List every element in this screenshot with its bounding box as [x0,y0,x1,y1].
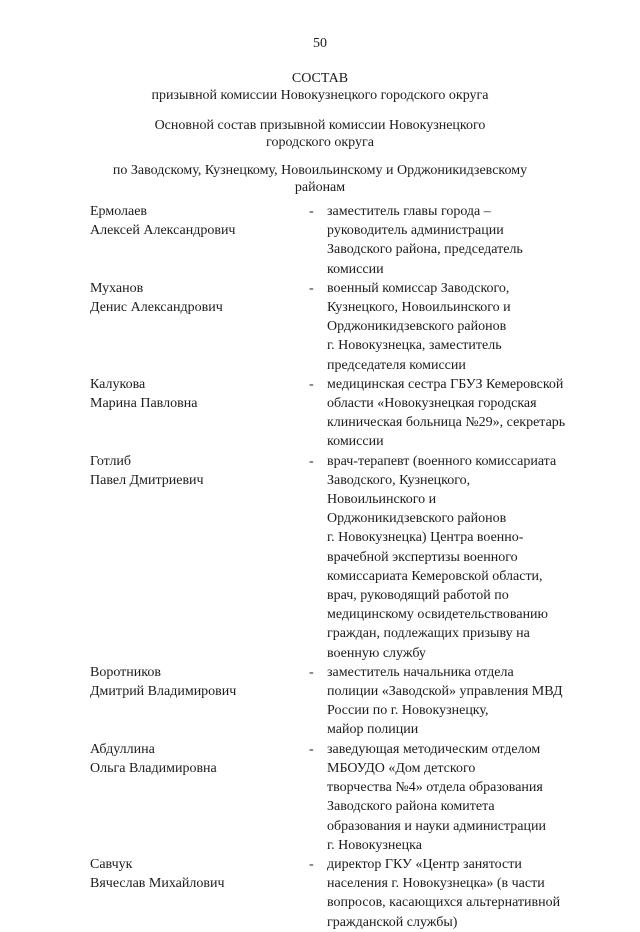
role-line: Заводского района, председатель [327,242,523,258]
dash-separator: - [309,741,314,757]
role-line: директор ГКУ «Центр занятости [327,856,522,872]
dash-separator: - [309,664,314,680]
member-given-name: Вячеслав Михайлович [90,876,225,892]
dash-separator: - [309,453,314,469]
role-line: образования и науки администрации [327,818,546,834]
member-name [90,855,310,893]
role-line: Новоильинского и [327,492,437,508]
member-role [327,663,627,740]
member-name [90,375,310,413]
role-line: гражданской службы) [327,914,458,930]
role-line: военный комиссар Заводского, [327,280,510,296]
dash-separator: - [309,204,314,219]
member-role [327,855,627,932]
subtitle-line-2: городского округа [266,135,374,150]
member-given-name: Павел Дмитриевич [90,472,204,488]
member-role [327,279,627,375]
member-entry [0,202,640,279]
role-line: руководитель администрации [327,223,504,239]
dash-separator: - [309,280,314,296]
role-line: г. Новокузнецка, заместитель [327,338,502,354]
member-surname: Ермолаев [90,204,148,219]
role-line: населения г. Новокузнецка» (в части [327,876,545,892]
role-line: Кузнецкого, Новоильинского и [327,300,511,316]
member-entry [0,452,640,663]
role-line: медицинскому освидетельствованию [327,607,549,623]
role-line: клиническая больница №29», секретарь [327,415,566,431]
member-name [90,279,310,317]
dash-separator: - [309,856,314,872]
subtitle-line-1: Основной состав призывной комиссии Новокузнецкого [154,118,486,133]
title-heading: СОСТАВ [291,71,349,86]
document-title [0,70,640,104]
role-line: Орджоникидзевского районов [327,511,507,527]
member-entry [0,855,640,932]
member-given-name: Денис Александрович [90,300,223,316]
member-surname: Калукова [90,376,146,392]
member-role [327,740,627,855]
member-entry [0,279,640,375]
section-subtitle [0,117,640,151]
role-line: председателя комиссии [327,357,466,373]
member-role [327,375,627,452]
role-line: врач-терапевт (военного комиссариата [327,453,557,469]
member-surname: Воротников [90,664,161,680]
role-line: комиссии [327,261,384,277]
role-line: заместитель начальника отдела [327,664,514,680]
member-given-name: Ольга Владимировна [90,760,217,776]
member-name [90,740,310,778]
role-line: врач, руководящий работой по [327,588,509,604]
role-line: полиции «Заводской» управления МВД [327,684,563,700]
role-line: вопросов, касающихся альтернативной [327,895,561,911]
member-name [90,452,310,490]
role-line: Заводского района комитета [327,799,495,815]
member-name [90,202,310,240]
role-line: Заводского, Кузнецкого, [327,472,471,488]
title-commission: призывной комиссии Новокузнецкого городского округа [151,88,489,103]
members-list [0,202,640,932]
member-given-name: Алексей Александрович [90,223,236,239]
role-line: заместитель главы города – [327,204,491,219]
district-line-2: районам [294,180,346,195]
member-role [327,452,627,663]
page-number: 50 [313,36,327,51]
role-line: г. Новокузнецка [327,837,422,853]
role-line: области «Новокузнецкая городская [327,396,537,412]
role-line: г. Новокузнецка) Центра военно- [327,530,524,546]
role-line: комиссариата Кемеровской области, [327,568,543,584]
member-given-name: Дмитрий Владимирович [90,684,237,700]
member-surname: Савчук [90,856,133,872]
role-line: МБОУДО «Дом детского [327,760,476,776]
member-surname: Готлиб [90,453,132,469]
role-line: врачебной экспертизы военного [327,549,518,565]
role-line: творчества №4» отдела образования [327,780,543,796]
member-entry [0,740,640,855]
member-surname: Муханов [90,280,144,296]
member-role [327,202,627,279]
district-line-1: по Заводскому, Кузнецкому, Новоильинскому и Орджоникидзевскому [112,163,528,178]
member-entry [0,663,640,740]
role-line: заведующая методическим отделом [327,741,541,757]
role-line: комиссии [327,434,384,450]
role-line: Орджоникидзевского районов [327,319,507,335]
role-line: граждан, подлежащих призыву на [327,626,530,642]
role-line: медицинская сестра ГБУЗ Кемеровской [327,376,564,392]
member-entry [0,375,640,452]
member-given-name: Марина Павловна [90,396,198,412]
member-surname: Абдуллина [90,741,155,757]
role-line: майор полиции [327,722,419,738]
role-line: России по г. Новокузнецку, [327,703,489,719]
district-heading [0,162,640,196]
role-line: военную службу [327,645,426,661]
member-name [90,663,310,701]
dash-separator: - [309,376,314,392]
